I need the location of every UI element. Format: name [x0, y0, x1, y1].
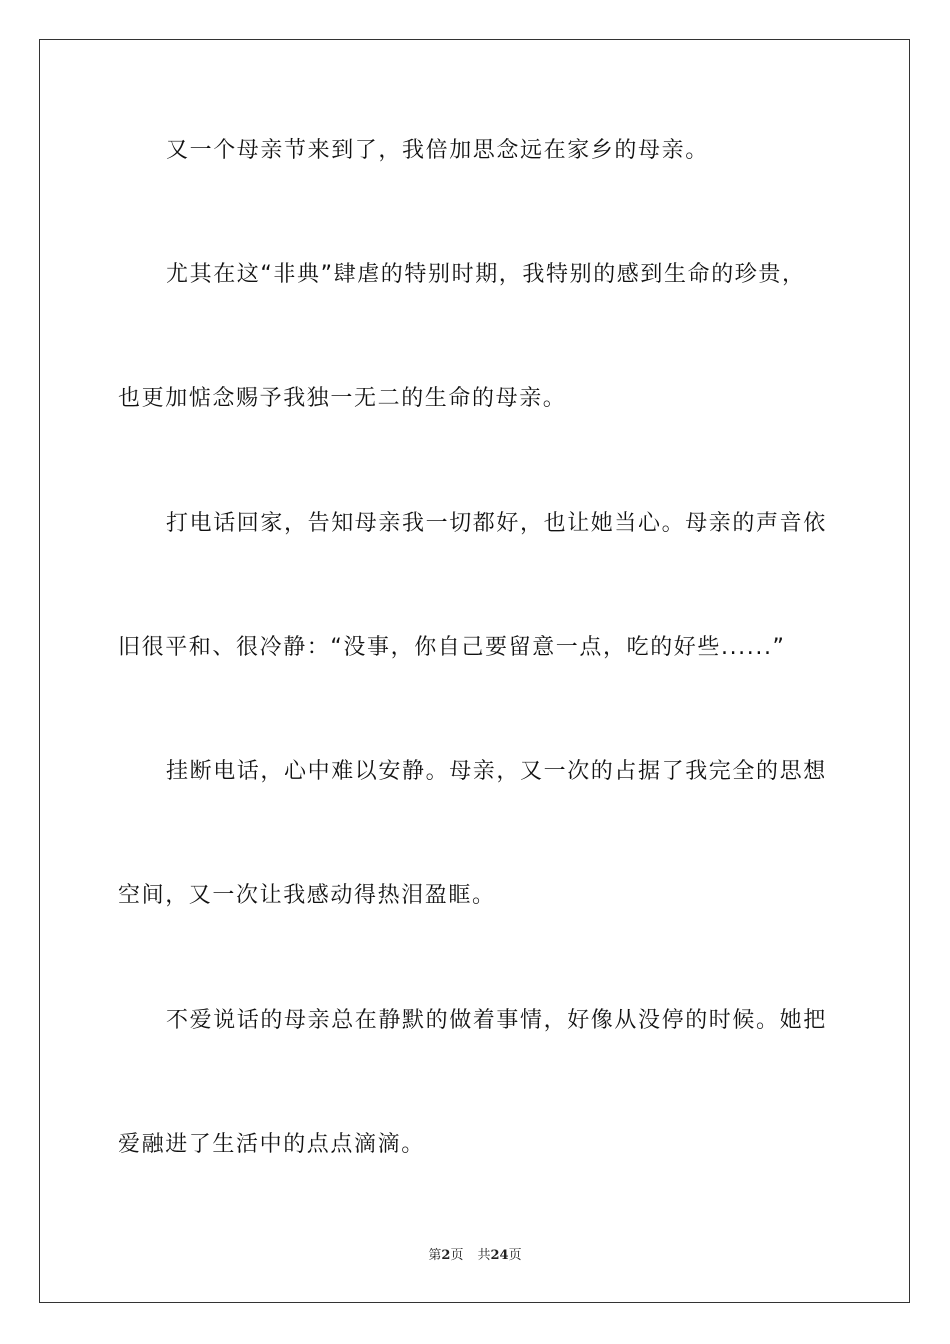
- page-prefix: 第: [428, 1248, 442, 1263]
- paragraph-line-5: 旧很平和、很冷静：“没事，你自己要留意一点，吃的好些......”: [118, 635, 786, 660]
- paragraph-line-7: 空间，又一次让我感动得热泪盈眶。: [118, 883, 496, 908]
- page-suffix: 页: [450, 1248, 464, 1263]
- paragraph-line-4: 打电话回家，告知母亲我一切都好，也让她当心。母亲的声音依: [166, 511, 827, 536]
- total-pages: 24: [490, 1248, 509, 1263]
- page-number: 2: [441, 1248, 451, 1263]
- paragraph-line-1: 又一个母亲节来到了，我倍加思念远在家乡的母亲。: [166, 138, 709, 163]
- total-suffix: 页: [508, 1248, 522, 1263]
- paragraph-line-8: 不爱说话的母亲总在静默的做着事情，好像从没停的时候。她把: [166, 1008, 827, 1033]
- paragraph-line-9: 爱融进了生活中的点点滴滴。: [118, 1132, 425, 1157]
- paragraph-line-6: 挂断电话，心中难以安静。母亲，又一次的占据了我完全的思想: [166, 759, 827, 784]
- paragraph-line-3: 也更加惦念赐予我独一无二的生命的母亲。: [118, 386, 567, 411]
- paragraph-line-2: 尤其在这“非典”肆虐的特别时期，我特别的感到生命的珍贵，: [166, 262, 806, 287]
- page-footer: [0, 1247, 950, 1265]
- page-border: [39, 39, 910, 1303]
- total-prefix: 共: [477, 1248, 491, 1263]
